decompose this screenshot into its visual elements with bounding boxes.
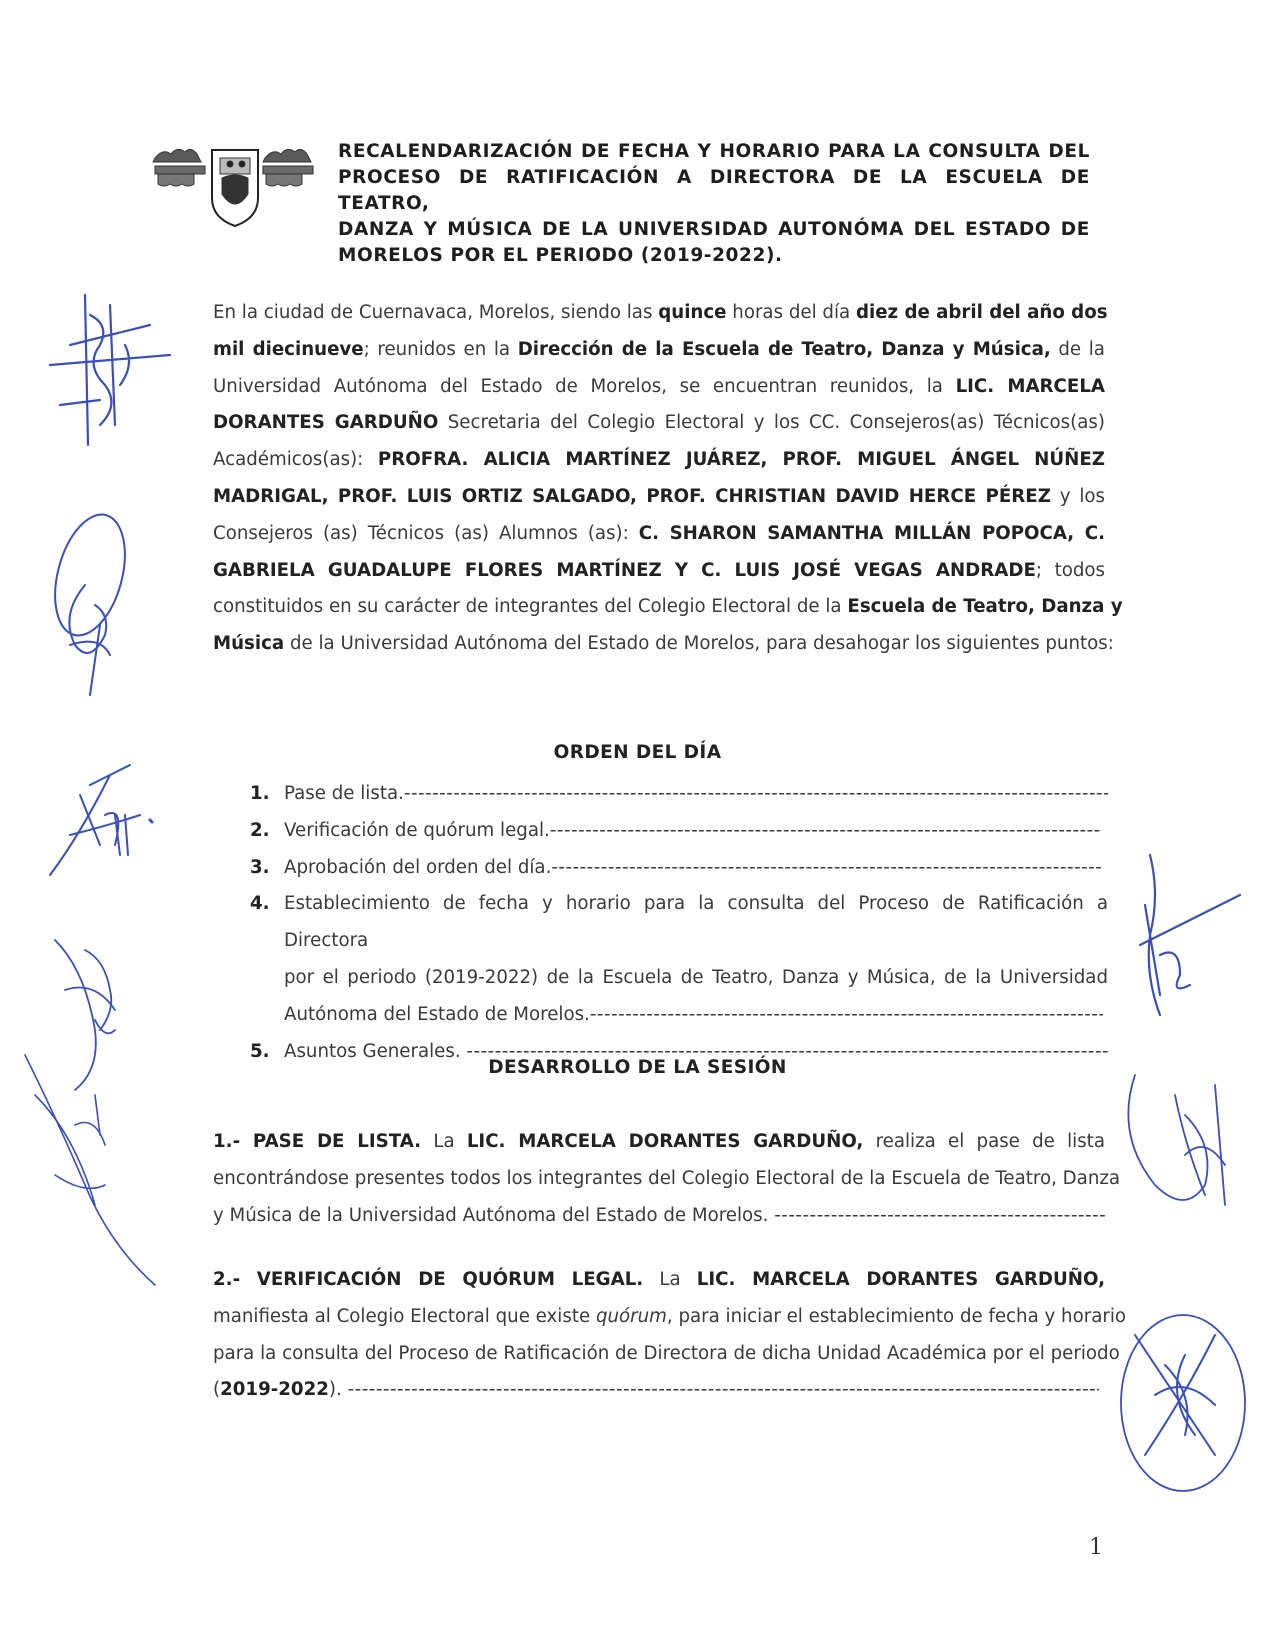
agenda-list [250,776,1108,1070]
text-line: 1.- PASE DE LISTA. La LIC. MARCELA DORANTES GARDUÑO, realiza el pase de lista [213,1131,1105,1152]
agenda-item: 5. Asuntos Generales. ----- [250,1034,1108,1071]
text-line: 2.- VERIFICACIÓN DE QUÓRUM LEGAL. La LIC. MARCELA DORANTES GARDUÑO, [213,1269,1105,1290]
text-line: MADRIGAL, PROF. LUIS ORTIZ SALGADO, PROF. CHRISTIAN DAVID HERCE PÉREZ y los [213,485,1105,507]
text-line: En la ciudad de Cuernavaca, Morelos, siendo las quince horas del día diez de abril del año dos [213,302,1108,323]
text-line: mil diecinueve; reunidos en la Dirección de la Escuela de Teatro, Danza y Música, de la [213,338,1105,360]
page-number: 1 [1089,1535,1103,1560]
signature-mark [30,505,150,705]
document-title [338,139,1090,269]
text-line: (2019-2022). ----- [213,1372,1099,1409]
signature-mark [1130,845,1250,1025]
title-line: RECALENDARIZACIÓN DE FECHA Y HORARIO PARA LA CONSULTA DEL [338,141,1090,162]
title-line: PROCESO DE RATIFICACIÓN A DIRECTORA DE LA ESCUELA DE TEATRO, [338,167,1090,214]
signature-mark [30,285,180,455]
point-1-paragraph [213,1124,1121,1234]
signature-mark [1105,1295,1255,1505]
title-line: DANZA Y MÚSICA DE LA UNIVERSIDAD AUTONÓMA DEL ESTADO DE [338,219,1090,240]
agenda-item: 3. Aprobación del orden del día. ----- [250,850,1108,887]
text-line: DORANTES GARDUÑO Secretaria del Colegio Electoral y los CC. Consejeros(as) Técnicos(as) [213,412,1105,434]
text-line: Académicos(as): PROFRA. ALICIA MARTÍNEZ JUÁREZ, PROF. MIGUEL ÁNGEL NÚÑEZ [213,449,1105,471]
signature-mark [1115,1055,1255,1225]
text-line: para la consulta del Proceso de Ratificación de Directora de dicha Unidad Académica por el periodo [213,1342,1120,1364]
title-line: MORELOS POR EL PERIODO (2019-2022). [338,245,783,266]
text-line: encontrándose presentes todos los integrantes del Colegio Electoral de la Escuela de Teatro, Danza [213,1167,1121,1189]
signature-mark [15,1035,165,1295]
text-line: constituidos en su carácter de integrantes del Colegio Electoral de la Escuela de Teatro, Danza y [213,596,1123,618]
text-line: GABRIELA GUADALUPE FLORES MARTÍNEZ Y C. LUIS JOSÉ VEGAS ANDRADE; todos [213,559,1105,581]
text-line: y Música de la Universidad Autónoma del Estado de Morelos. ----- [213,1198,1105,1235]
text-line: Consejeros (as) Técnicos (as) Alumnos (as): C. SHARON SAMANTHA MILLÁN POPOCA, C. [213,522,1105,544]
text-line: Universidad Autónoma del Estado de Morelos, se encuentran reunidos, la LIC. MARCELA [213,375,1105,397]
signature-mark [30,755,170,895]
agenda-item: 2. Verificación de quórum legal. ----- [250,813,1108,850]
text-line: Música de la Universidad Autónoma del Estado de Morelos, para desahogar los siguientes puntos: [213,633,1114,655]
session-heading: DESARROLLO DE LA SESIÓN [488,1057,787,1078]
agenda-heading: ORDEN DEL DÍA [553,742,722,763]
intro-paragraph [213,295,1123,663]
agenda-item: 4. Establecimiento de fecha y horario para la consulta del Proceso de Ratificación a Directora por el periodo (2019-2022) de la Escuela de Teatro, Danza y Música, de la Universidad Autónoma del Estado de Morelos. ----- [250,886,1108,1033]
point-2-paragraph [213,1262,1126,1409]
text-line: manifiesta al Colegio Electoral que existe quórum, para iniciar el establecimiento de fecha y horario [213,1305,1126,1327]
university-crest-logo [150,140,320,230]
agenda-item: 1. Pase de lista. ----- [250,776,1108,813]
